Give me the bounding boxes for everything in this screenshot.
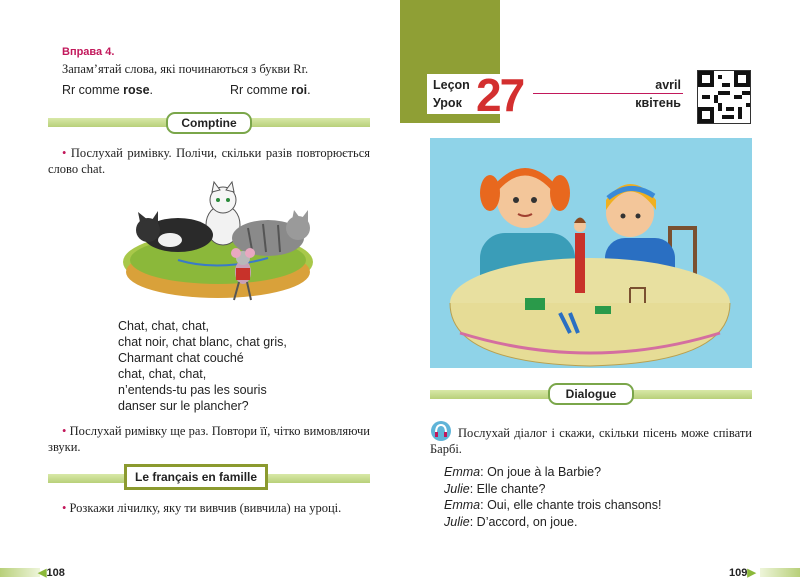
page-number-left: [38, 566, 65, 579]
task-text: Послухай діалог і скажи, скільки пісень може співати Барбі.: [430, 426, 752, 456]
speaker-name: Emma: [444, 498, 481, 512]
dialogue-line: [444, 514, 661, 531]
page-number-text: 108: [46, 567, 65, 579]
section-label-dialogue: Dialogue: [548, 383, 634, 405]
example-roi: Rr comme roi.: [230, 83, 311, 97]
poem-line: Chat, chat, chat,: [118, 319, 210, 333]
lesson-label-fr: Leçon: [433, 78, 470, 92]
footer-band-right: [760, 568, 800, 577]
example-prefix: Rr comme: [62, 83, 124, 97]
girls-playing-illustration: [430, 138, 752, 368]
speaker-line: : Elle chante?: [469, 481, 546, 496]
lesson-label-ua: Урок: [433, 96, 462, 110]
comptine-poem: [118, 318, 287, 414]
month-fr: avril: [655, 78, 681, 92]
cats-illustration: [118, 180, 318, 315]
footer-band-left: [0, 568, 40, 577]
task-dialogue: [430, 425, 752, 457]
month-ua: квітень: [635, 96, 681, 110]
task-text: Послухай римівку. Полічи, скільки разів повторюється слово chat.: [48, 146, 370, 176]
example-word: roi: [291, 83, 308, 97]
speaker-line: : D’accord, on joue.: [469, 514, 578, 529]
speaker-name: Emma: [444, 465, 481, 479]
poem-line: chat, chat, chat,: [118, 367, 207, 381]
dialogue: [444, 464, 661, 530]
task-listen-count: [48, 145, 370, 177]
poem-line: Charmant chat couché: [118, 351, 244, 365]
poem-line: danser sur le plancher?: [118, 399, 249, 413]
exercise-instruction: Запам’ятай слова, які починаються з букви Rr.: [62, 62, 309, 76]
task-retell: [48, 500, 370, 516]
qr-code-icon[interactable]: [697, 70, 751, 124]
example-rose: Rr comme rose.: [62, 83, 154, 97]
task-repeat: [48, 423, 370, 455]
page-number-right: [729, 566, 756, 579]
arrow-right-icon: ▶: [747, 567, 756, 579]
section-label-famille: Le français en famille: [124, 464, 268, 490]
speaker-name: Julie: [444, 514, 470, 529]
example-word: rose: [123, 83, 150, 97]
poem-line: n’entends-tu pas les souris: [118, 383, 267, 397]
example-prefix: Rr comme: [230, 83, 292, 97]
bullet-icon: •: [62, 501, 67, 515]
lesson-divider-line: [533, 93, 683, 94]
bullet-icon: •: [62, 146, 67, 160]
section-label-comptine: Comptine: [166, 112, 252, 134]
bullet-icon: •: [62, 424, 67, 438]
dialogue-line: [444, 481, 661, 498]
task-text: Послухай римівку ще раз. Повтори її, чітко вимовляючи звуки.: [48, 424, 370, 454]
dialogue-line: [444, 464, 661, 481]
lesson-number: 27: [476, 69, 524, 121]
lesson-header: [427, 74, 689, 114]
page-number-text: 109: [729, 567, 748, 579]
task-text: Розкажи лічилку, яку ти вивчив (вивчила) на уроці.: [69, 501, 342, 515]
speaker-line: : Oui, elle chante trois chansons!: [480, 498, 662, 512]
dialogue-line: [444, 497, 661, 514]
arrow-left-icon: ◀: [38, 567, 47, 579]
poem-line: chat noir, chat blanc, chat gris,: [118, 335, 287, 349]
speaker-line: : On joue à la Barbie?: [480, 465, 602, 479]
speaker-name: Julie: [444, 481, 470, 496]
exercise-title: Вправа 4.: [62, 46, 115, 58]
